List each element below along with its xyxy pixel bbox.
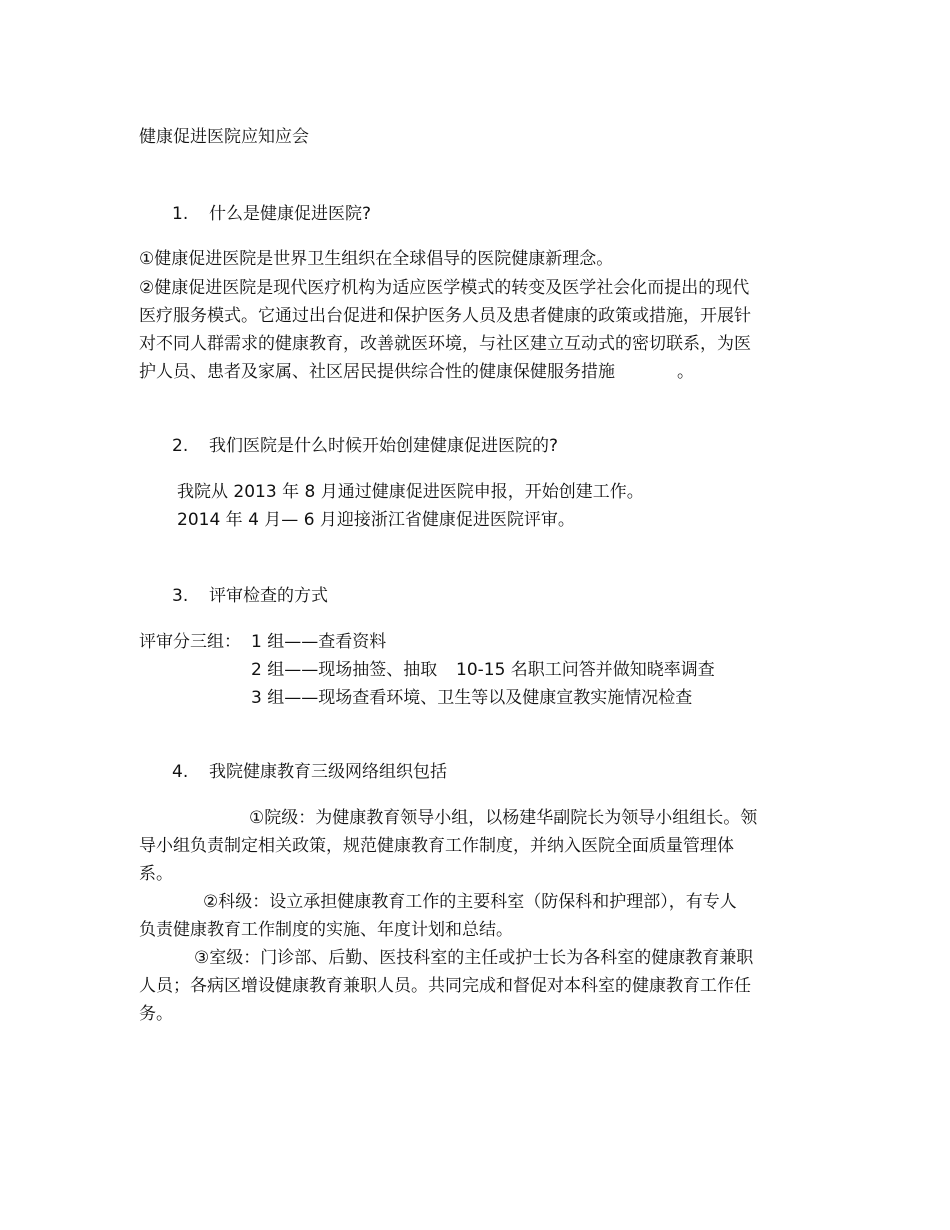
section-1-heading: 什么是健康促进医院? (209, 204, 372, 224)
section-1-line-4: 对不同人群需求的健康教育，改善就医环境，与社区建立互动式的密切联系，为医 (139, 334, 751, 354)
department-level-line-1: ②科级：设立承担健康教育工作的主要科室（防保科和护理部），有专人 (203, 892, 737, 912)
hospital-level-line-3: 系。 (139, 864, 173, 884)
section-2-number: 2. (172, 436, 189, 456)
section-4-number: 4. (172, 762, 189, 782)
hospital-level-line-2: 导小组负责制定相关政策，规范健康教育工作制度，并纳入医院全面质量管理体 (139, 836, 734, 856)
section-1-line-2: ②健康促进医院是现代医疗机构为适应医学模式的转变及医学社会化而提出的现代 (139, 278, 750, 298)
review-group-3: 3 组——现场查看环境、卫生等以及健康宣教实施情况检查 (251, 688, 693, 708)
room-level-line-3: 务。 (139, 1004, 173, 1024)
document-title: 健康促进医院应知应会 (139, 127, 309, 147)
section-2-line-2: 2014 年 4 月— 6 月迎接浙江省健康促进医院评审。 (177, 510, 575, 530)
section-2-heading: 我们医院是什么时候开始创建健康促进医院的? (209, 436, 559, 456)
section-1-number: 1. (172, 204, 189, 224)
section-2-line-1: 我院从 2013 年 8 月通过健康促进医院申报，开始创建工作。 (177, 482, 644, 502)
review-group-1: 1 组——查看资料 (251, 632, 387, 652)
section-1-line-5-end: 。 (677, 362, 694, 382)
review-group-2: 2 组——现场抽签、抽取 (251, 660, 438, 680)
hospital-level-line-1: ①院级：为健康教育领导小组，以杨建华副院长为领导小组组长。领 (249, 808, 758, 828)
review-groups-label: 评审分三组： (139, 632, 241, 652)
department-level-line-2: 负责健康教育工作制度的实施、年度计划和总结。 (139, 920, 513, 940)
section-1-line-3: 医疗服务模式。它通过出台促进和保护医务人员及患者健康的政策或措施，开展针 (139, 306, 751, 326)
section-1-line-1: ①健康促进医院是世界卫生组织在全球倡导的医院健康新理念。 (139, 249, 614, 269)
section-4-heading: 我院健康教育三级网络组织包括 (209, 762, 447, 782)
room-level-line-1: ③室级：门诊部、后勤、医技科室的主任或护士长为各科室的健康教育兼职 (194, 948, 754, 968)
review-group-2-detail: 10-15 名职工问答并做知晓率调查 (456, 660, 715, 680)
section-3-heading: 评审检查的方式 (209, 586, 328, 606)
room-level-line-2: 人员；各病区增设健康教育兼职人员。共同完成和督促对本科室的健康教育工作任 (139, 976, 751, 996)
section-3-number: 3. (172, 586, 189, 606)
section-1-line-5: 护人员、患者及家属、社区居民提供综合性的健康保健服务措施 (139, 362, 615, 382)
